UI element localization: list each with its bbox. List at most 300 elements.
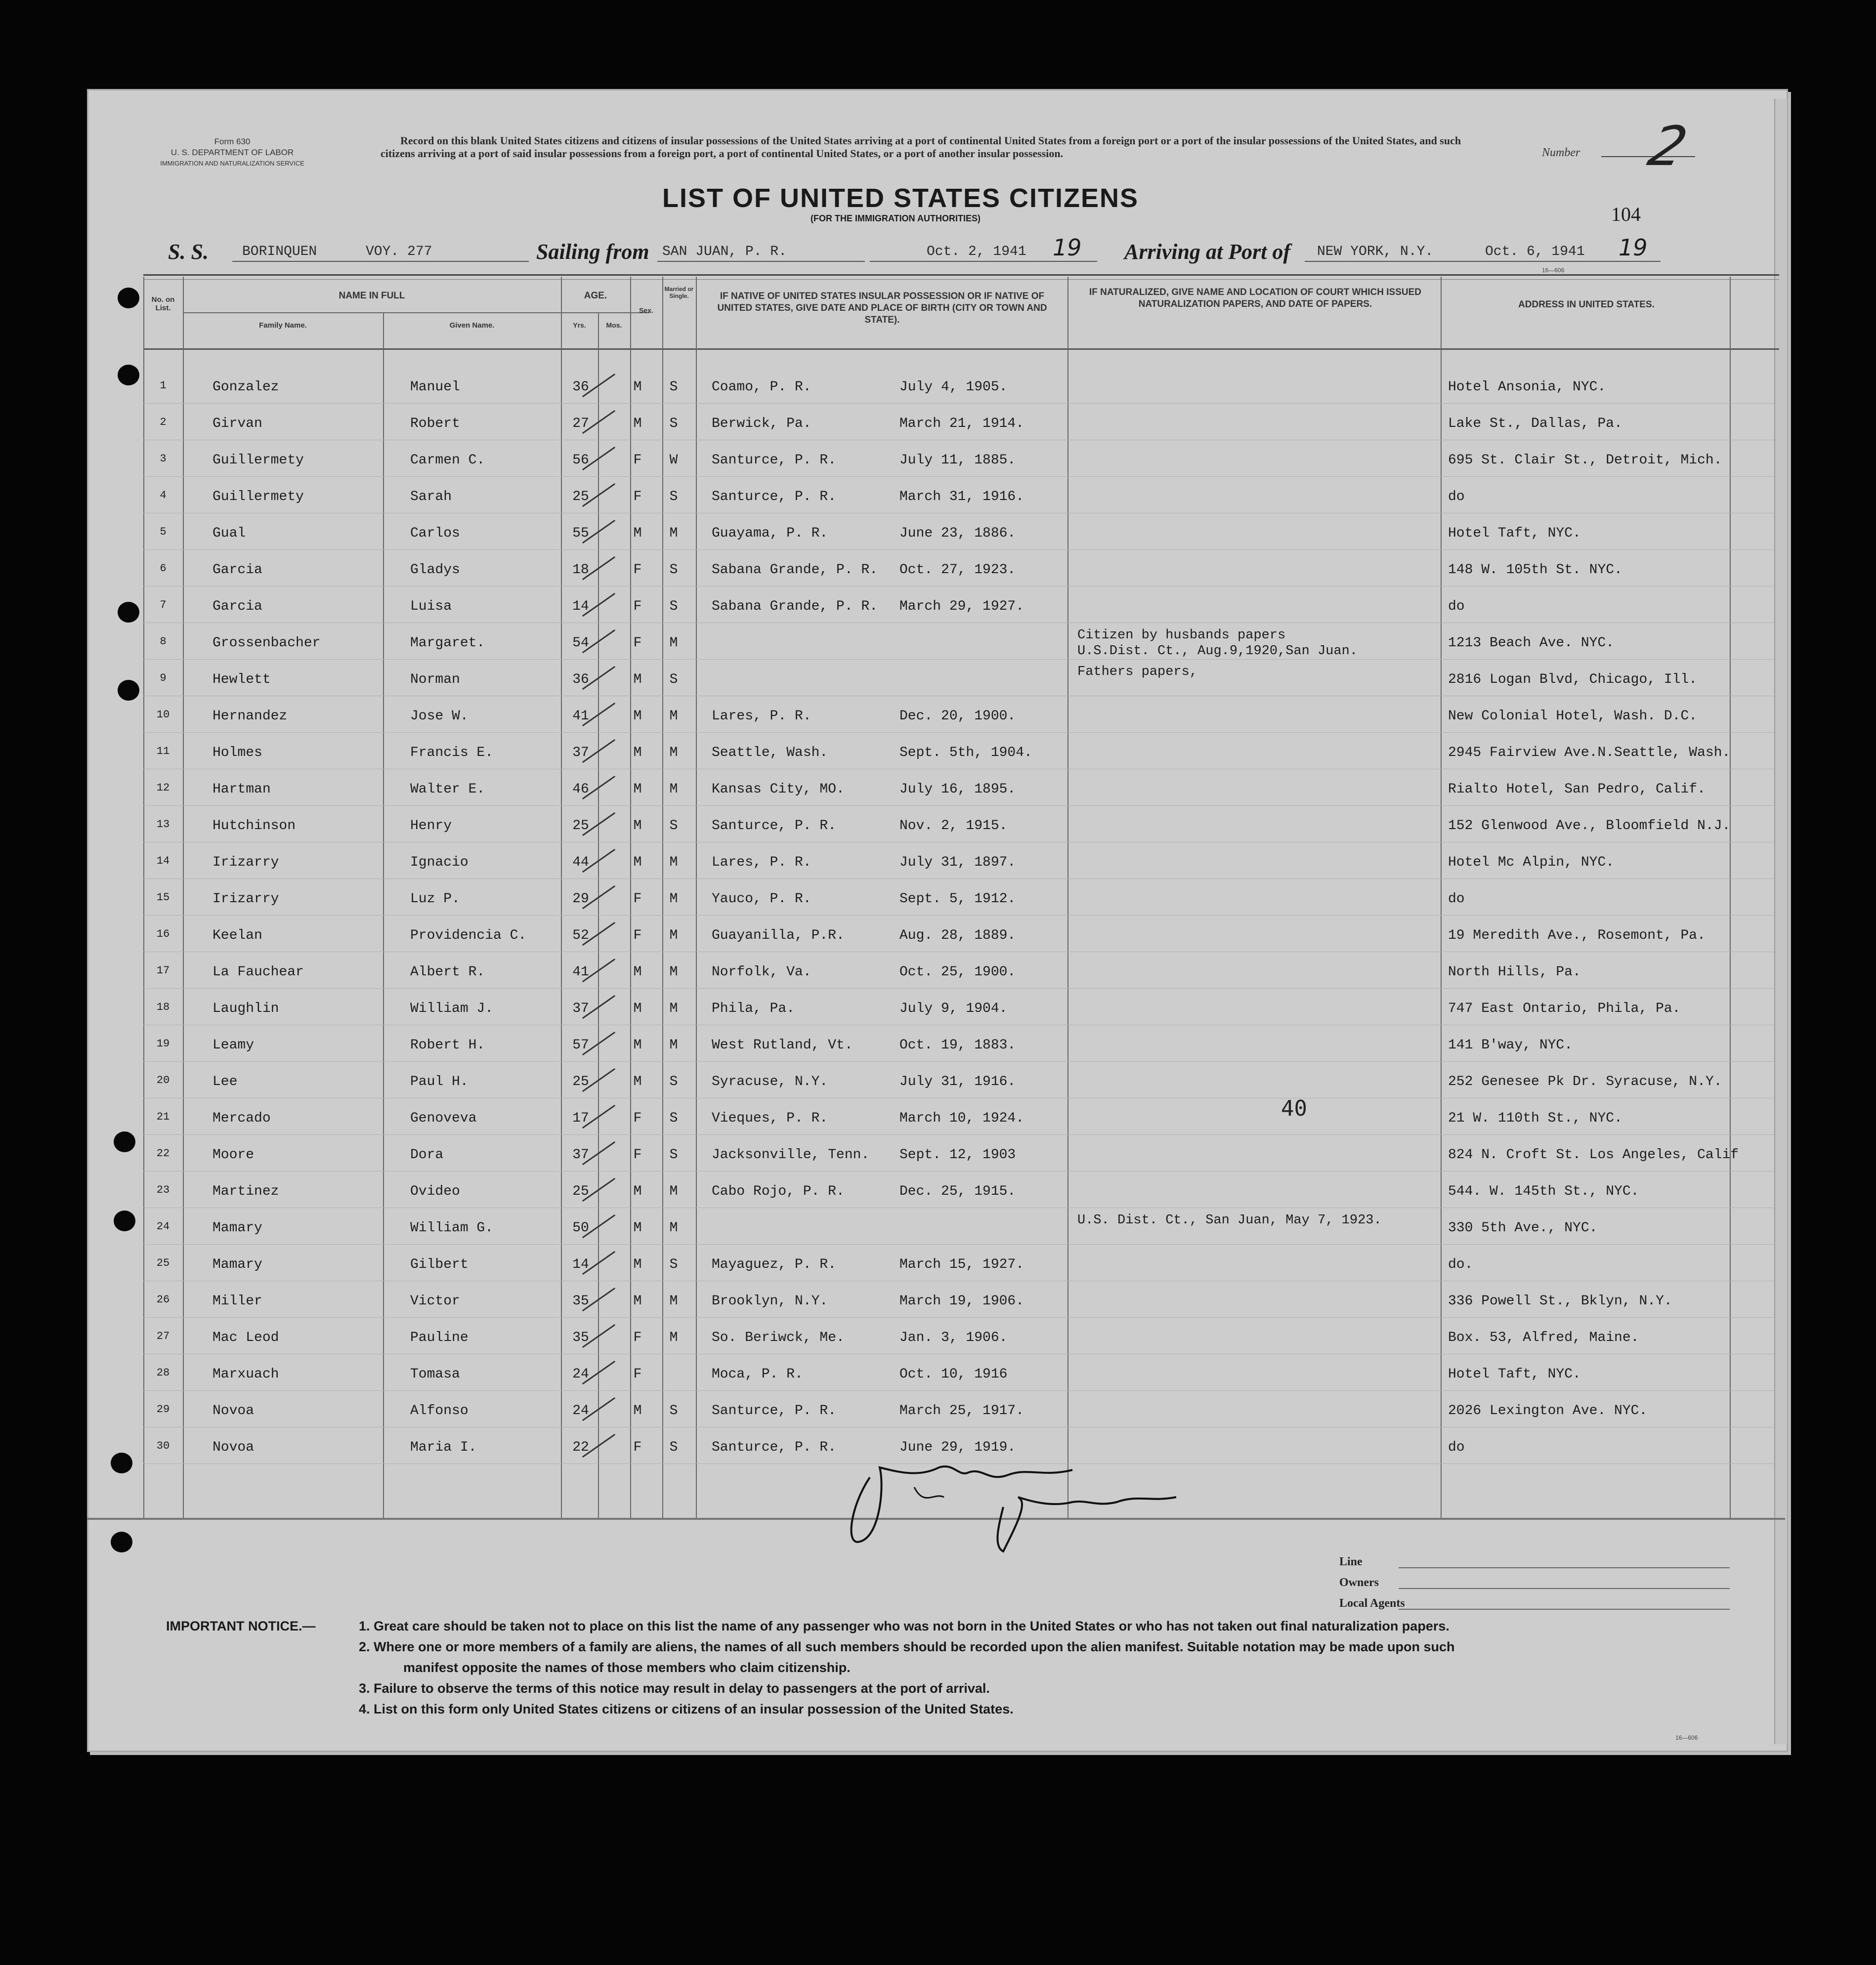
given-name: Robert H.: [410, 1038, 485, 1053]
ss-label: S. S.: [168, 240, 209, 264]
us-address: 21 W. 110th St., NYC.: [1448, 1111, 1622, 1126]
naturalization-info: Fathers papers,: [1077, 665, 1198, 679]
age-years: 37: [572, 1147, 589, 1163]
voyage-number: VOY. 277: [366, 244, 432, 259]
table-row: [143, 1321, 1774, 1357]
birth-date: June 29, 1919.: [899, 1440, 1016, 1455]
birth-place: Santurce, P. R.: [712, 818, 837, 834]
col-header-birth: IF NATIVE OF UNITED STATES INSULAR POSSESSION OR IF NATIVE OF UNITED STATES, GIVE DATE AND PLACE OF BIRTH (CITY OR TOWN AND STATE).: [717, 291, 1047, 325]
sailing-from-label: Sailing from: [536, 240, 649, 264]
given-name: Sarah: [410, 489, 452, 504]
given-name: Walter E.: [410, 782, 485, 797]
family-name: Mamary: [213, 1220, 262, 1236]
birth-place: So. Beriwck, Me.: [712, 1330, 845, 1345]
birth-date: July 9, 1904.: [899, 1001, 1008, 1016]
table-row: [143, 553, 1774, 589]
sex: F: [633, 928, 642, 943]
sex: M: [633, 855, 642, 870]
family-name: Mac Leod: [213, 1330, 279, 1345]
us-address: North Hills, Pa.: [1448, 964, 1581, 980]
table-row: [143, 700, 1774, 735]
birth-place: Lares, P. R.: [712, 709, 811, 724]
given-name: Carmen C.: [410, 453, 485, 468]
age-years: 56: [572, 453, 589, 468]
us-address: Hotel Taft, NYC.: [1448, 526, 1581, 541]
row-number: 10: [156, 709, 170, 721]
us-address: 747 East Ontario, Phila, Pa.: [1448, 1001, 1681, 1016]
us-address: Hotel Taft, NYC.: [1448, 1367, 1581, 1382]
sex: F: [633, 1367, 642, 1382]
sex: M: [633, 782, 642, 797]
sex: F: [633, 1330, 642, 1345]
row-number: 21: [156, 1111, 170, 1123]
notice-item-1: 1. Great care should be taken not to place on this list the name of any passenger who was not born in the United States or who has not taken out final naturalization papers.: [359, 1619, 1450, 1633]
birth-place: Brooklyn, N.Y.: [712, 1294, 828, 1309]
sex: M: [633, 1038, 642, 1053]
given-name: Manuel: [410, 379, 460, 395]
marital-status: S: [669, 1147, 678, 1163]
birth-place: Mayaguez, P. R.: [712, 1257, 837, 1272]
birth-date: March 15, 1927.: [899, 1257, 1024, 1272]
footer-signature-block: [1339, 1551, 1405, 1614]
birth-date: Oct. 25, 1900.: [899, 964, 1016, 980]
marital-status: S: [669, 1403, 678, 1419]
family-name: Miller: [213, 1294, 262, 1309]
age-years: 14: [572, 1257, 589, 1272]
col-header-given: Given Name.: [449, 321, 495, 330]
page-title: LIST OF UNITED STATES CITIZENS: [662, 183, 1139, 213]
birth-date: July 31, 1916.: [899, 1074, 1016, 1089]
birth-date: Sept. 5th, 1904.: [899, 745, 1032, 760]
birth-place: Kansas City, MO.: [712, 782, 845, 797]
marital-status: M: [669, 1038, 678, 1053]
row-number: 8: [160, 635, 167, 648]
age-years: 36: [572, 672, 589, 687]
punch-hole: [118, 365, 139, 385]
underline: [657, 261, 865, 262]
voyage-line: [168, 234, 1690, 274]
form-number: Form 630: [214, 137, 251, 146]
birth-place: Norfolk, Va.: [712, 964, 811, 980]
age-years: 46: [572, 782, 589, 797]
sex: M: [633, 818, 642, 834]
birth-place: Guayanilla, P.R.: [712, 928, 845, 943]
sex: F: [633, 562, 642, 578]
family-name: Garcia: [213, 562, 262, 578]
sailing-port: SAN JUAN, P. R.: [662, 244, 787, 259]
marital-status: M: [669, 1294, 678, 1309]
punch-hole: [118, 288, 139, 308]
row-number: 5: [160, 526, 167, 538]
table-row: [143, 736, 1774, 772]
punch-hole: [118, 680, 139, 701]
row-number: 27: [156, 1330, 170, 1342]
punch-hole: [111, 1532, 132, 1552]
birth-place: Moca, P. R.: [712, 1367, 803, 1382]
age-years: 25: [572, 489, 589, 504]
table-row: [143, 1248, 1774, 1284]
punch-hole: [111, 1453, 132, 1473]
given-name: Henry: [410, 818, 452, 834]
col-header-mos: Mos.: [606, 321, 622, 329]
age-years: 41: [572, 964, 589, 980]
family-name: Garcia: [213, 599, 262, 614]
signature-image: [840, 1448, 1196, 1566]
family-name: Holmes: [213, 745, 262, 760]
us-address: Box. 53, Alfred, Maine.: [1448, 1330, 1639, 1345]
us-address: 252 Genesee Pk Dr. Syracuse, N.Y.: [1448, 1074, 1722, 1089]
given-name: Jose W.: [410, 709, 469, 724]
arriving-date: Oct. 6, 1941: [1485, 244, 1585, 259]
given-name: Dora: [410, 1147, 444, 1163]
sheet-number: 104: [1611, 203, 1641, 225]
sex: M: [633, 709, 642, 724]
marital-status: S: [669, 489, 678, 504]
col-header-naturalized: IF NATURALIZED, GIVE NAME AND LOCATION OF COURT WHICH ISSUED NATURALIZATION PAPERS, AND DATE OF PAPERS.: [1089, 287, 1421, 309]
birth-place: Yauco, P. R.: [712, 891, 811, 907]
us-address: do.: [1448, 1257, 1473, 1272]
sailing-date: Oct. 2, 1941: [927, 244, 1026, 259]
marital-status: S: [669, 1440, 678, 1455]
family-name: Keelan: [213, 928, 262, 943]
family-name: Laughlin: [213, 1001, 279, 1016]
year-suffix: 19: [1053, 234, 1082, 261]
given-name: William J.: [410, 1001, 494, 1016]
birth-place: Santurce, P. R.: [712, 453, 837, 468]
birth-date: Sept. 5, 1912.: [899, 891, 1016, 907]
marital-status: M: [669, 1184, 678, 1199]
given-name: Genoveva: [410, 1111, 477, 1126]
birth-date: Oct. 10, 1916: [899, 1367, 1008, 1382]
us-address: do: [1448, 599, 1465, 614]
age-years: 24: [572, 1367, 589, 1382]
row-number: 1: [160, 379, 167, 392]
given-name: Victor: [410, 1294, 460, 1309]
table-top-rule: [143, 279, 1779, 280]
marital-status: S: [669, 1111, 678, 1126]
us-address: Hotel Ansonia, NYC.: [1448, 379, 1606, 395]
birth-place: Coamo, P. R.: [712, 379, 811, 395]
table-row: [143, 1394, 1774, 1430]
table-row: [143, 1212, 1774, 1247]
marital-status: M: [669, 782, 678, 797]
table-row: [143, 882, 1774, 918]
birth-date: March 21, 1914.: [899, 416, 1024, 431]
birth-place: Seattle, Wash.: [712, 745, 828, 760]
birth-place: Cabo Rojo, P. R.: [712, 1184, 845, 1199]
department: U. S. DEPARTMENT OF LABOR: [171, 148, 294, 157]
row-number: 12: [156, 782, 170, 794]
age-years: 50: [572, 1220, 589, 1236]
sex: M: [633, 964, 642, 980]
row-number: 15: [156, 891, 170, 904]
birth-date: July 31, 1897.: [899, 855, 1016, 870]
marital-status: M: [669, 855, 678, 870]
given-name: Maria I.: [410, 1440, 477, 1455]
marital-status: S: [669, 599, 678, 614]
family-name: Guillermety: [213, 453, 304, 468]
birth-date: July 16, 1895.: [899, 782, 1016, 797]
birth-date: Aug. 28, 1889.: [899, 928, 1016, 943]
us-address: New Colonial Hotel, Wash. D.C.: [1448, 709, 1698, 724]
marital-status: M: [669, 891, 678, 907]
marital-status: M: [669, 526, 678, 541]
table-row: [143, 1065, 1774, 1101]
col-header-no: No. on List.: [151, 295, 175, 312]
given-name: Alfonso: [410, 1403, 469, 1419]
family-name: Gonzalez: [213, 379, 279, 395]
family-name: Grossenbacher: [213, 635, 321, 651]
us-address: do: [1448, 489, 1465, 504]
family-name: La Fauchear: [213, 964, 304, 980]
notice-heading: IMPORTANT NOTICE.—: [166, 1619, 316, 1633]
table-row: [143, 1358, 1774, 1393]
marital-status: M: [669, 635, 678, 651]
year-suffix: 19: [1619, 234, 1648, 261]
marital-status: M: [669, 928, 678, 943]
given-name: Pauline: [410, 1330, 469, 1345]
birth-date: March 19, 1906.: [899, 1294, 1024, 1309]
birth-place: Phila, Pa.: [712, 1001, 795, 1016]
birth-date: Dec. 20, 1900.: [899, 709, 1016, 724]
family-name: Guillermety: [213, 489, 304, 504]
age-years: 37: [572, 745, 589, 760]
marital-status: S: [669, 416, 678, 431]
birth-place: West Rutland, Vt.: [712, 1038, 853, 1053]
marital-status: M: [669, 1330, 678, 1345]
table-row: [143, 956, 1774, 991]
row-number: 11: [156, 745, 170, 757]
notice-item-2-cont: manifest opposite the names of those members who claim citizenship.: [403, 1660, 851, 1675]
underline: [232, 261, 529, 262]
age-years: 52: [572, 928, 589, 943]
given-name: Albert R.: [410, 964, 485, 980]
sex: M: [633, 379, 642, 395]
col-header-name: NAME IN FULL: [339, 291, 405, 301]
given-name: Francis E.: [410, 745, 494, 760]
table-row: [143, 663, 1774, 699]
birth-place: Syracuse, N.Y.: [712, 1074, 828, 1089]
row-number: 7: [160, 599, 167, 611]
sex: F: [633, 1440, 642, 1455]
sex: M: [633, 1001, 642, 1016]
us-address: 2026 Lexington Ave. NYC.: [1448, 1403, 1648, 1419]
birth-place: Lares, P. R.: [712, 855, 811, 870]
given-name: Paul H.: [410, 1074, 469, 1089]
table-row: [143, 846, 1774, 881]
age-years: 25: [572, 1184, 589, 1199]
marital-status: S: [669, 1074, 678, 1089]
table-row: [143, 517, 1774, 552]
table-row: [143, 1029, 1774, 1064]
family-name: Hutchinson: [213, 818, 296, 834]
table-row: [143, 1175, 1774, 1211]
table-row: [143, 809, 1774, 845]
row-number: 16: [156, 928, 170, 940]
row-number: 23: [156, 1184, 170, 1196]
col-header-family: Family Name.: [259, 321, 307, 330]
birth-place: Jacksonville, Tenn.: [712, 1147, 870, 1163]
col-header-yrs: Yrs.: [573, 321, 586, 329]
birth-date: Oct. 27, 1923.: [899, 562, 1016, 578]
birth-place: Guayama, P. R.: [712, 526, 828, 541]
col-header-age: AGE.: [584, 291, 607, 301]
sex: M: [633, 1403, 642, 1419]
family-name: Novoa: [213, 1403, 255, 1419]
marital-status: M: [669, 964, 678, 980]
number-label: Number: [1542, 146, 1580, 159]
age-years: 54: [572, 635, 589, 651]
age-years: 41: [572, 709, 589, 724]
sex: M: [633, 1220, 642, 1236]
arriving-port: NEW YORK, N.Y.: [1317, 244, 1434, 259]
given-name: Carlos: [410, 526, 460, 541]
punch-hole: [114, 1211, 135, 1231]
age-years: 17: [572, 1111, 589, 1126]
row-number: 4: [160, 489, 167, 502]
family-name: Hartman: [213, 782, 271, 797]
us-address: 330 5th Ave., NYC.: [1448, 1220, 1598, 1236]
table-row: [143, 590, 1774, 626]
birth-date: Nov. 2, 1915.: [899, 818, 1008, 834]
given-name: Providencia C.: [410, 928, 527, 943]
table-row: [143, 919, 1774, 955]
birth-place: Vieques, P. R.: [712, 1111, 828, 1126]
birth-place: Santurce, P. R.: [712, 489, 837, 504]
table-row: [143, 444, 1774, 479]
family-name: Gual: [213, 526, 246, 541]
us-address: Lake St., Dallas, Pa.: [1448, 416, 1622, 431]
row-number: 29: [156, 1403, 170, 1416]
us-address: 1213 Beach Ave. NYC.: [1448, 635, 1615, 651]
family-name: Leamy: [213, 1038, 255, 1053]
sex: F: [633, 1111, 642, 1126]
family-name: Irizarry: [213, 855, 279, 870]
us-address: 2945 Fairview Ave.N.Seattle, Wash.: [1448, 745, 1731, 760]
age-years: 36: [572, 379, 589, 395]
page-subtitle: (FOR THE IMMIGRATION AUTHORITIES): [810, 213, 981, 223]
age-years: 44: [572, 855, 589, 870]
col-header-marital: Married or Single.: [664, 286, 694, 299]
sex: F: [633, 599, 642, 614]
us-address: 152 Glenwood Ave., Bloomfield N.J.: [1448, 818, 1731, 834]
marital-status: W: [669, 453, 678, 468]
given-name: Gladys: [410, 562, 460, 578]
marital-status: M: [669, 709, 678, 724]
footer-line: [1399, 1609, 1730, 1610]
us-address: 824 N. Croft St. Los Angeles, Calif: [1448, 1147, 1739, 1163]
row-number: 20: [156, 1074, 170, 1087]
age-years: 55: [572, 526, 589, 541]
age-years: 27: [572, 416, 589, 431]
row-number: 24: [156, 1220, 170, 1233]
marital-status: S: [669, 1257, 678, 1272]
sex: M: [633, 1257, 642, 1272]
family-name: Hernandez: [213, 709, 288, 724]
us-address: 544. W. 145th St., NYC.: [1448, 1184, 1639, 1199]
birth-date: June 23, 1886.: [899, 526, 1016, 541]
given-name: William G.: [410, 1220, 494, 1236]
underline: [870, 261, 1097, 262]
row-number: 13: [156, 818, 170, 831]
family-name: Novoa: [213, 1440, 255, 1455]
table-row: [143, 371, 1774, 406]
row-number: 18: [156, 1001, 170, 1013]
notice-item-2: 2. Where one or more members of a family are aliens, the names of all such members should be recorded upon the alien manifest. Suitable notation may be made upon such: [359, 1639, 1455, 1654]
footer-line: [1399, 1567, 1730, 1568]
form-id-block: [138, 136, 326, 169]
col-header-address: ADDRESS IN UNITED STATES.: [1518, 299, 1655, 310]
given-name: Luz P.: [410, 891, 460, 907]
table-row: [143, 627, 1774, 662]
row-number: 3: [160, 453, 167, 465]
row-number: 2: [160, 416, 167, 428]
family-name: Lee: [213, 1074, 238, 1089]
birth-place: Sabana Grande, P. R.: [712, 599, 878, 614]
record-instructions: Record on this blank United States citizens and citizens of insular possessions of the United States arriving at a port of continental United States from a foreign port or a port of the insular possessions of the United States, and such citizens arriving at a port of said insular possessions from a foreign port, a port of continental United States, or a port of another insular possession.: [381, 134, 1461, 160]
sex: M: [633, 416, 642, 431]
row-number: 17: [156, 964, 170, 977]
sex: M: [633, 526, 642, 541]
table-row: [143, 773, 1774, 808]
birth-date: Dec. 25, 1915.: [899, 1184, 1016, 1199]
row-number: 9: [160, 672, 167, 684]
family-name: Girvan: [213, 416, 262, 431]
sex: F: [633, 635, 642, 651]
punch-hole: [114, 1131, 135, 1152]
given-name: Tomasa: [410, 1367, 460, 1382]
agents-label: Local Agents: [1339, 1597, 1405, 1610]
age-years: 14: [572, 599, 589, 614]
age-years: 29: [572, 891, 589, 907]
birth-date: March 10, 1924.: [899, 1111, 1024, 1126]
row-number: 25: [156, 1257, 170, 1269]
sex: M: [633, 672, 642, 687]
marital-status: S: [669, 379, 678, 395]
row-number: 28: [156, 1367, 170, 1379]
marital-status: M: [669, 1001, 678, 1016]
notice-item-4: 4. List on this form only United States citizens or citizens of an insular possession of the United States.: [359, 1702, 1014, 1716]
given-name: Robert: [410, 416, 460, 431]
us-address: Hotel Mc Alpin, NYC.: [1448, 855, 1615, 870]
line-label: Line: [1339, 1555, 1363, 1568]
family-name: Mercado: [213, 1111, 271, 1126]
given-name: Ovideo: [410, 1184, 460, 1199]
row-number: 22: [156, 1147, 170, 1160]
us-address: 695 St. Clair St., Detroit, Mich.: [1448, 453, 1722, 468]
row-number: 26: [156, 1294, 170, 1306]
table-row: [143, 1138, 1774, 1174]
footer-form-mark: 16—606: [1675, 1734, 1698, 1741]
age-years: 25: [572, 818, 589, 834]
table-row: [143, 1285, 1774, 1320]
sex: F: [633, 1147, 642, 1163]
us-address: 2816 Logan Blvd, Chicago, Ill.: [1448, 672, 1698, 687]
age-years: 22: [572, 1440, 589, 1455]
age-years: 37: [572, 1001, 589, 1016]
service: IMMIGRATION AND NATURALIZATION SERVICE: [160, 160, 304, 167]
table-row: [143, 992, 1774, 1028]
birth-place: Santurce, P. R.: [712, 1403, 837, 1419]
birth-date: March 29, 1927.: [899, 599, 1024, 614]
printer-mark: 16—606: [1542, 267, 1565, 274]
us-address: 141 B'way, NYC.: [1448, 1038, 1573, 1053]
us-address: 336 Powell St., Bklyn, N.Y.: [1448, 1294, 1672, 1309]
given-name: Ignacio: [410, 855, 469, 870]
birth-date: March 31, 1916.: [899, 489, 1024, 504]
notice-item-3: 3. Failure to observe the terms of this notice may result in delay to passengers at the port of arrival.: [359, 1681, 990, 1696]
table-row: [143, 407, 1774, 443]
